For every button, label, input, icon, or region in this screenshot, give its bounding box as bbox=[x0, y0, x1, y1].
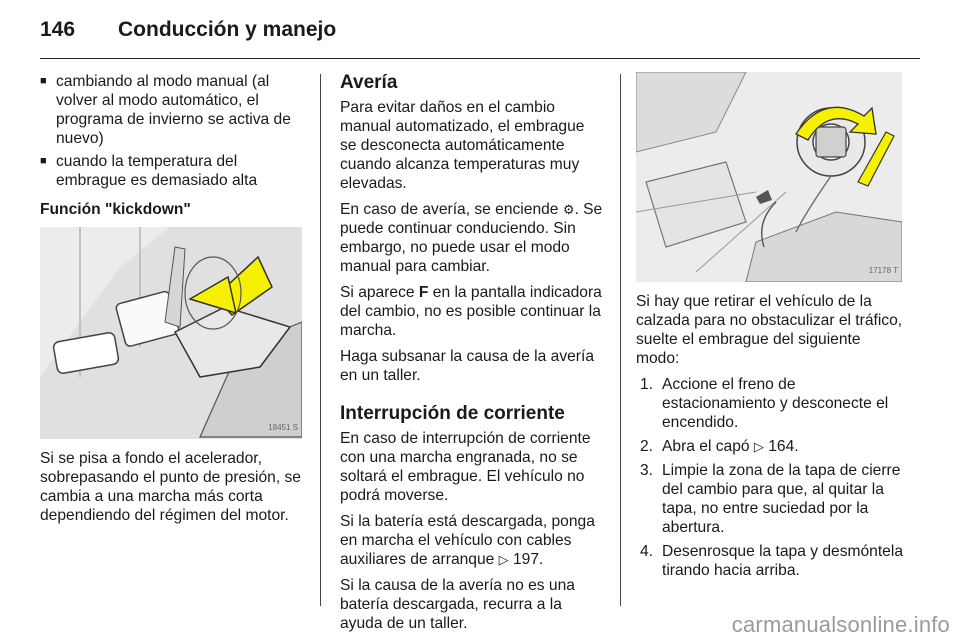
column-divider-2 bbox=[620, 74, 621, 606]
column-3 bbox=[636, 72, 906, 585]
column-2 bbox=[340, 72, 605, 640]
corriente-paragraph-2: Si la batería está descargada, ponga en marcha el vehículo con cables auxiliares de arranque ▷ 197. bbox=[340, 513, 595, 568]
page-ref-icon: ▷ bbox=[753, 439, 764, 454]
figure-code: 17178 T bbox=[868, 266, 898, 275]
page-number: 146 bbox=[40, 18, 76, 41]
bullet-icon: ■ bbox=[40, 155, 47, 167]
column-1 bbox=[40, 72, 305, 532]
corriente-paragraph-1: En caso de interrupción de corriente con una marcha engranada, no se soltará el embrague. El vehículo no podrá moverse. bbox=[340, 430, 591, 504]
gearbox-figure bbox=[636, 72, 902, 282]
page-ref-icon: ▷ bbox=[498, 552, 509, 567]
averia-paragraph-3: Si aparece F en la pantalla indicadora del cambio, no es posible continuar la marcha. bbox=[340, 284, 602, 339]
page-header bbox=[40, 18, 920, 58]
engine-bay-illustration bbox=[636, 72, 902, 282]
list-item: ■ cuando la temperatura del embrague es demasiado alta bbox=[40, 153, 258, 189]
corriente-paragraph-3: Si la causa de la avería no es una batería descargada, recurra a la ayuda de un taller. bbox=[340, 577, 575, 632]
pedal-illustration bbox=[40, 227, 302, 439]
averia-paragraph-4: Haga subsanar la causa de la avería en un taller. bbox=[340, 348, 594, 384]
column-divider-1 bbox=[320, 74, 321, 606]
list-item: 3. Limpie la zona de la tapa de cierre del cambio para que, al quitar la tapa, no entre suciedad por la abertura. bbox=[640, 462, 901, 536]
kickdown-paragraph: Si se pisa a fondo el acelerador, sobrepasando el punto de presión, se cambia a una marcha más corta dependiendo del régimen del motor. bbox=[40, 450, 301, 524]
averia-paragraph-2: En caso de avería, se enciende ⚙. Se puede continuar conduciendo. Sin embargo, no puede usar el modo manual para cambiar. bbox=[340, 201, 603, 275]
chapter-title: Conducción y manejo bbox=[118, 18, 337, 41]
display-letter: F bbox=[418, 284, 429, 301]
averia-paragraph-1: Para evitar daños en el cambio manual automatizado, el embrague se desconecta automáticamente cuando alcanza temperaturas muy elevadas. bbox=[340, 99, 585, 192]
kickdown-figure bbox=[40, 227, 302, 439]
kickdown-heading: Función "kickdown" bbox=[40, 201, 191, 218]
bullet-icon: ■ bbox=[40, 75, 47, 87]
steps-list bbox=[636, 375, 906, 580]
watermark: carmanualsonline.info bbox=[731, 612, 950, 637]
list-item: 4. Desenrosque la tapa y desmóntela tirando hacia arriba. bbox=[640, 543, 903, 579]
gear-warning-icon: ⚙ bbox=[562, 202, 575, 217]
list-item: 1. Accione el freno de estacionamiento y desconecte el encendido. bbox=[640, 376, 889, 431]
list-item: ■ cambiando al modo manual (al volver al modo automático, el programa de invierno se activa de nuevo) bbox=[40, 73, 291, 147]
list-item: 2. Abra el capó ▷ 164. bbox=[640, 438, 799, 455]
figure-code: 18451 S bbox=[268, 423, 298, 432]
averia-heading: Avería bbox=[340, 72, 398, 93]
header-rule bbox=[40, 58, 920, 59]
bullet-list bbox=[40, 72, 305, 190]
corriente-heading: Interrupción de corriente bbox=[340, 403, 565, 424]
tow-intro-paragraph: Si hay que retirar el vehículo de la calzada para no obstaculizar el tráfico, suelte el embrague del siguiente modo: bbox=[636, 293, 903, 367]
